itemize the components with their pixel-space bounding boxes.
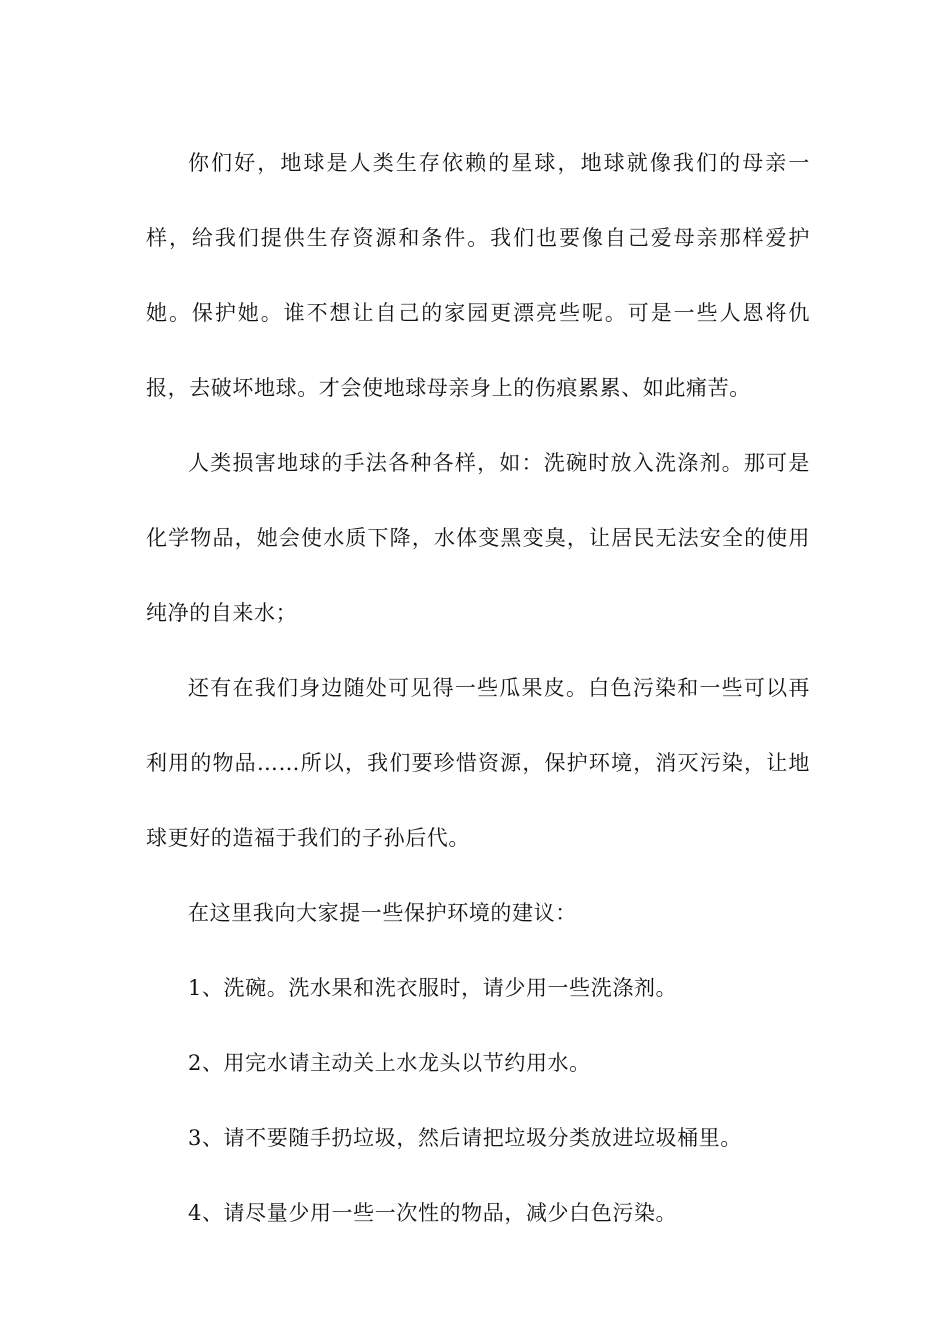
suggestion-item: 4、请尽量少用一些一次性的物品，减少白色污染。 <box>188 1201 678 1225</box>
paragraph-harm: 人类损害地球的手法各种各样，如：洗碗时放入洗涤剂。那可是化学物品，她会使水质下降，水体变黑变臭，让居民无法安全的使用纯净的自来水； <box>146 451 810 625</box>
suggestion-item: 1、洗碗。洗水果和洗衣服时，请少用一些洗涤剂。 <box>188 976 678 1000</box>
suggestion-item: 2、用完水请主动关上水龙头以节约用水。 <box>188 1051 591 1075</box>
document-body <box>146 126 810 1251</box>
suggestion-item: 3、请不要随手扔垃圾，然后请把垃圾分类放进垃圾桶里。 <box>188 1126 742 1150</box>
suggestion-intro: 在这里我向大家提一些保护环境的建议： <box>188 901 577 925</box>
paragraph-greeting: 你们好，地球是人类生存依赖的星球，地球就像我们的母亲一样，给我们提供生存资源和条件。我们也要像自己爱母亲那样爱护她。保护她。谁不想让自己的家园更漂亮些呢。可是一些人恩将仇报，去破坏地球。才会使地球母亲身上的伤痕累累、如此痛苦。 <box>146 151 810 400</box>
paragraph-call-to-action: 还有在我们身边随处可见得一些瓜果皮。白色污染和一些可以再利用的物品……所以，我们要珍惜资源，保护环境，消灭污染，让地球更好的造福于我们的子孙后代。 <box>146 676 810 850</box>
